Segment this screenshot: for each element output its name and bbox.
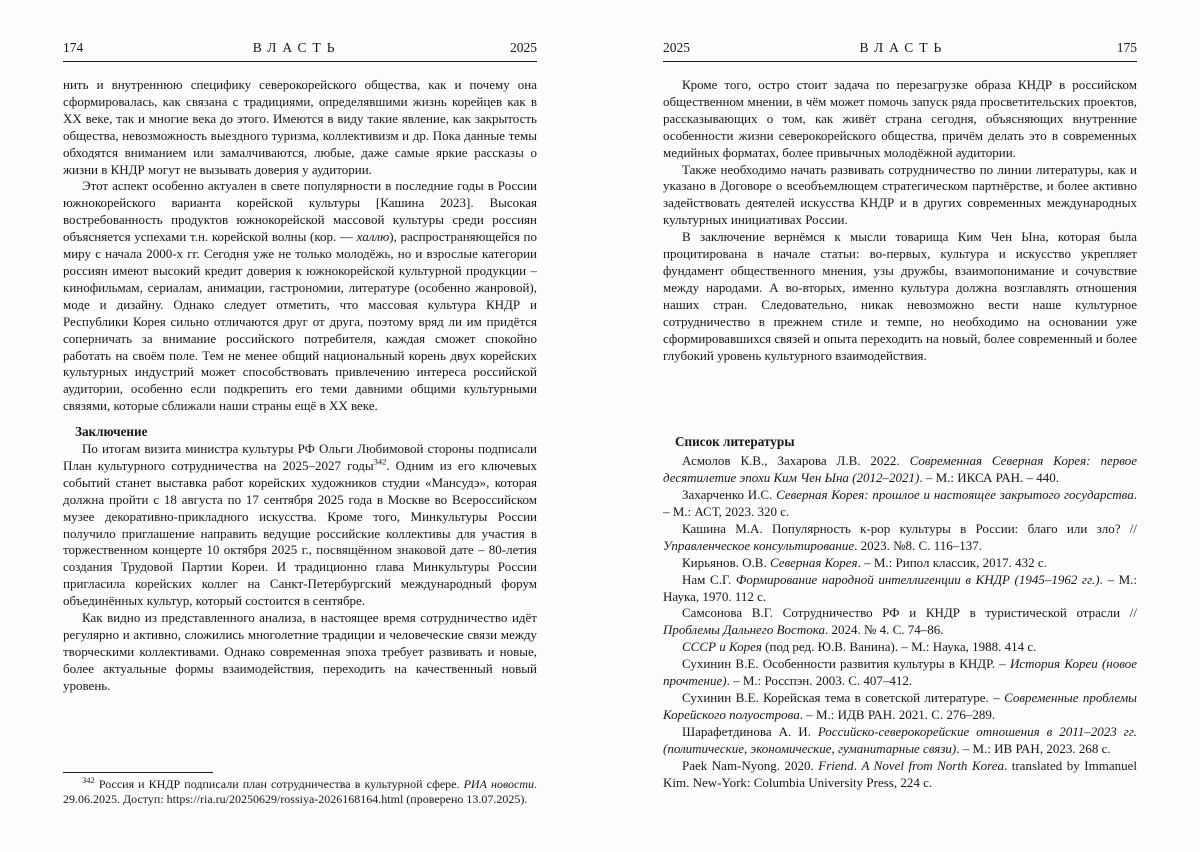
- journal-title: ВЛАСТЬ: [252, 40, 341, 55]
- paragraph: Кроме того, остро стоит задача по перезагрузке образа КНДР в российском общественном мнении, в чём может помочь запуск ряда просветительских проектов, рассказывающих о том, как живёт страна сегодня, объясняющих внутренние особенности жизни северокорейского общества, причём делать это в современных медийных форматах, более привычных молодёжной аудитории.: [663, 77, 1137, 160]
- page-175: [600, 0, 1200, 852]
- paragraph: нить и внутреннюю специфику северокорейского общества, как и почему она сформировалась, как связана с традициями, определявшими жизнь корейцев как в XX веке, так и многие века до этого. Имеются в виду такие явление, как закрытость общества, невозможность выездного туризма, коллективизм и др. Пока данные темы обходятся вниманием или замалчиваются, любые, даже самые яркие рассказы о жизни в КНДР могут не вызывать доверия у аудитории.: [63, 77, 537, 177]
- page-number: 175: [1116, 40, 1137, 55]
- page-body-right: [663, 77, 1137, 791]
- reference-item: Сухинин В.Е. Корейская тема в советской литературе. – Современные проблемы Корейского полуострова. – М.: ИДВ РАН. 2021. С. 276–289.: [663, 690, 1137, 722]
- year-label: 2025: [509, 40, 537, 55]
- header-rule: [63, 61, 537, 62]
- running-header-left: [63, 40, 537, 56]
- reference-item: Кашина М.А. Популярность к-рор культуры в России: благо или зло? // Управленческое консультирование. 2023. №8. С. 116–137.: [663, 520, 1137, 553]
- footnote-area: [63, 772, 537, 808]
- reference-item: Нам С.Г. Формирование народной интеллигенции в КНДР (1945–1962 гг.). – М.: Наука, 1970. 112 с.: [663, 571, 1138, 604]
- conclusion-heading: Заключение: [75, 424, 148, 440]
- reference-item: Сухинин В.Е. Особенности развития культуры в КНДР. – История Кореи (новое прочтение). – М.: Росспэн. 2003. С. 407–412.: [663, 656, 1137, 689]
- paragraph: Как видно из представленного анализа, в настоящее время сотрудничество идёт регулярно и активно, сложились многолетние традиции и человеческие связи между творческими коллективами. Однако современная эпоха требует развивать и новые, более актуальные формы взаимодействия, переходить на качественный новый уровень.: [63, 610, 537, 693]
- reference-item: Захарченко И.С. Северная Корея: прошлое и настоящее закрытого государства. – М.: АСТ, 2023. 320 с.: [663, 487, 1137, 520]
- page-number: 174: [63, 40, 84, 55]
- paragraph: По итогам визита министра культуры РФ Ольги Любимовой стороны подписали План культурного сотрудничества на 2025–2027 годы$^{342}$. Одним из его ключевых событий станет выставка работ корейских художников студии «Мансудэ», которая должна пройти с 18 августа по 17 сентября 2025 года в Москве во Всероссийском музее декоративно-прикладного искусства. Кроме того, Минкультуры России получило приглашение направить ведущие российские коллективы для участия в торжественном концерте 10 октября 2025 г., посвящённом знаковой дате – 80-летия создания Трудовой Партии Кореи. И традиционно глава Минкультуры России пригласила корейских коллег на Санкт-Петербургский международный форум объединённых культур, который состоится в сентябре.: [63, 441, 537, 609]
- running-header-right: [663, 40, 1137, 56]
- header-rule: [663, 61, 1137, 62]
- reference-item: Кирьянов. О.В. Северная Корея. – М.: Рипол классик, 2017. 432 с.: [682, 554, 1047, 570]
- footnote-342: $^{342}$ Россия и КНДР подписали план сотрудничества в культурной сфере. РИА новости. 29.06.2025. Доступ: https://ria.ru/20250629/rossiya-2026168164.html (проверено 13.07.2025).: [63, 774, 537, 807]
- footnote-rule: [63, 772, 213, 773]
- journal-title: ВЛАСТЬ: [859, 40, 948, 55]
- paragraph: Этот аспект особенно актуален в свете популярности в последние годы в России южнокорейского варианта корейской культуры [Кашина 2023]. Высокая востребованность продуктов южнокорейской массовой культуры среди россиян объясняется успехами т.н. корейской волны (кор. — халлю), распространяющейся по миру с начала 2000-х гг. Сегодня уже не только молодёжь, но и взрослые категории россиян имеют высокий кредит доверия к южнокорейской культурной продукции – кинофильмам, сериалам, анимации, гастрономии, литературе (особенно жанровой), моде и дизайну. Однако следует отметить, что массовая культура КНДР и Республики Корея сильно отличаются друг от друга, поэтому вряд ли им придётся соперничать за внимание российского потребителя, каждая сможет спокойно работать на своём поле. Тем не менее общий национальный корень двух корейских культурных индустрий может способствовать привлечению интереса российской аудитории, особенно если подкрепить его теми давними общими культурными связями, которые сближали наши страны ещё в XX веке.: [63, 178, 537, 414]
- references-heading: Список литературы: [675, 434, 795, 450]
- reference-item: Paek Nam-Nyong. 2020. Friend. A Novel from North Korea. translated by Immanuel Kim. New-York: Columbia University Press, 224 с.: [663, 757, 1137, 790]
- reference-item: СССР и Корея (под ред. Ю.В. Ванина). – М.: Наука, 1988. 414 с.: [682, 639, 1037, 655]
- paragraph: В заключение вернёмся к мысли товарища Ким Чен Ына, которая была процитирована в начале статьи: во-первых, культура и искусство укрепляет фундамент общественного мнения, узы дружбы, взаимопонимание и сочувствие между народами. А во-вторых, именно культура должна возглавлять отношения наших стран. Следовательно, никак невозможно вести наше культурное сотрудничество в прежнем стиле и темпе, но необходимо на основании уже сформировавшихся связей и опыта переходить на новый, более современный и более глубокий уровень культурного взаимодействия.: [663, 229, 1137, 363]
- paragraph: Также необходимо начать развивать сотрудничество по линии литературы, как и указано в Договоре о всеобъемлющем стратегическом партнёрстве, и более активно задействовать деятелей искусства КНДР и в других современных международных культурных инициативах России.: [663, 161, 1137, 228]
- reference-item: Асмолов К.В., Захарова Л.В. 2022. Современная Северная Корея: первое десятилетие эпохи Ким Чен Ына (2012–2021). – М.: ИКСА РАН. – 440.: [663, 453, 1137, 486]
- year-label: 2025: [663, 40, 690, 55]
- reference-item: Самсонова В.Г. Сотрудничество РФ и КНДР в туристической отрасли // Проблемы Дальнего Востока. 2024. № 4. С. 74–86.: [663, 605, 1137, 638]
- page-body-left: [63, 77, 537, 695]
- reference-item: Шарафетдинова А. И. Российско-северокорейские отношения в 2011–2023 гг. (политические, экономические, гуманитарные связи). – М.: ИВ РАН, 2023. 268 с.: [663, 723, 1137, 756]
